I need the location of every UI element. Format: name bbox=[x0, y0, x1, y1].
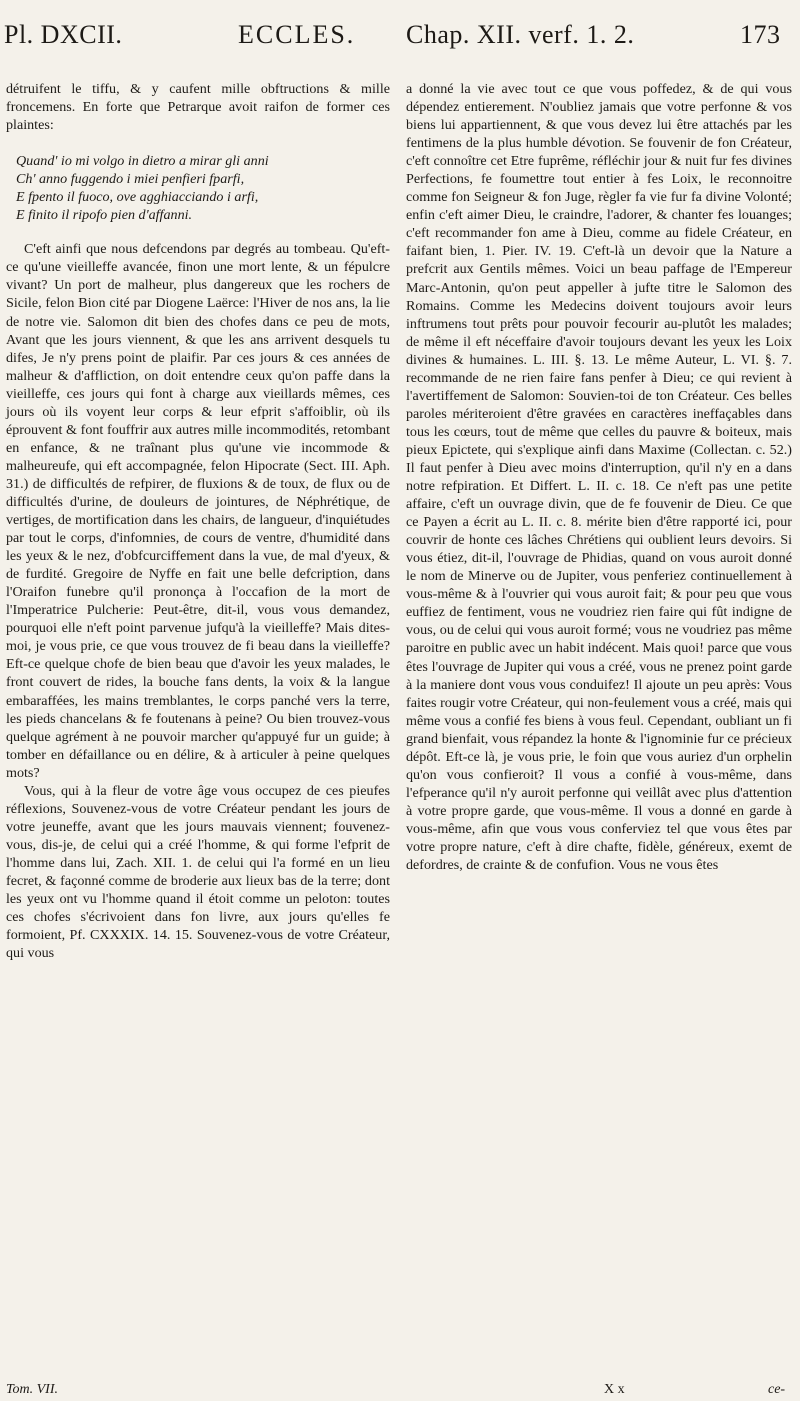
right-paragraph-1: a donné la vie avec tout ce que vous poffedez, & de qui vous dépendez entierement. N'oubliez jamais que votre perfonne & vos biens lui appartiennent, & que vous devez lui être attachés par les fentimens de la plus humble dévotion. Se fouvenir de fon Créateur, c'eft connoître cet Etre fuprême, réfléchir jour & nuit fur fes divines Perfections, fe foumettre tout entier à fes Loix, le reconnoitre comme fon Seigneur & fon Juge, règler fa vie fur fa divine Volonté; enfin c'eft aimer Dieu, le craindre, l'adorer, & chanter fes louanges; c'eft recommander fon ame à Dieu, comme au fidele Créateur, en faifant bien, 1. Pier. IV. 19. C'eft-là un devoir que la Nature a prefcrit aux Gentils mêmes. Voici un beau paffage de l'Empereur Marc-Antonin, qu'on peut appeller à jufte titre le Salomon des Romains. Comme les Medecins doivent toujours avoir leurs inftrumens tout prêts pour pouvoir fecourir au-plutôt les malades; de même il eft néceffaire d'avoir toujours devant les yeux les Loix divines & humaines. L. III. §. 13. Le même Auteur, L. VI. §. 7. recommande de ne rien faire fans penfer à Dieu; ce qui revient à l'avertiffement de Salomon: Souvien-toi de ton Créateur. Ces belles paroles mériteroient d'être gravées en caractères ineffaçables dans tous les cœurs, tout de même que celles du pauvre & boiteux, mais pieux Epictete, qui s'explique ainfi dans Maxime (Collectan. c. 52.) Il faut penfer à Dieu avec moins d'interruption, qu'il n'y en a dans notre refpiration. Et Differt. L. II. c. 18. Ce n'eft pas une petite affaire, c'eft un ouvrage divin, que de fe fouvenir de Dieu. Ce que ce Payen a écrit au L. II. c. 8. mérite bien d'être rapporté ici, pour couvrir de honte ces lâches Chrétiens qui oublient leurs devoirs. Si vous étiez, dit-il, l'ouvrage de Phidias, quand on vous auroit donné le nom de Minerve ou de Jupiter, vous penferiez continuellement à vous-même & à l'ouvrier qui vous auroit fait; & pour peu que vous euffiez de fentiment, vous ne voudriez rien faire qui fût indigne de vous, ou de celui qui vous auroit formé; vous ne voudriez pas même paroitre en public avec un habit indécent. Mais quoi! parce que vous êtes l'ouvrage de Jupiter qui vous a créé, vous ne prenez point garde à la maniere dont vous vous conduifez! Il ajoute un peu après: Vous faites rougir votre Créateur, qui non-feulement vous a créé, mais qui même vous a confié fes biens à vous feul. Cependant, oubliant un fi grand bienfait, vous répandez la honte & l'ignominie fur ce précieux dépôt. Eft-ce là, je vous prie, le foin que vous auriez d'un orphelin qu'on vous confieroit? Il vous a confié à vous-même, dans l'efperance qu'il n'y auroit perfonne qui veillât avec plus d'attention à votre propre garde, que vous-même. Il vous a donné en garde à vous-même, afin que vous vous conferviez tel que vous êtes par votre propre nature, c'eft à dire chafte, fidèle, généreux, exemt de defordres, de crainte & de confufion. Vous ne vous êtes bbox=[406, 81, 792, 874]
left-column bbox=[6, 80, 390, 962]
plate-number: Pl. DXCII. bbox=[4, 20, 123, 49]
left-paragraph-1: détruifent le tiffu, & y caufent mille obftructions & mille froncemens. En forte que Petrarque avoit raifon de former ces plaintes: bbox=[6, 81, 390, 134]
verse-line: E finito il ripofo pien d'affanni. bbox=[16, 207, 193, 224]
left-paragraph-3: Vous, qui à la fleur de votre âge vous occupez de ces pieufes réflexions, Souvenez-vous de votre Créateur pendant les jours de votre jeuneffe, avant que les jours mauvais viennent; fouvenez-vous, dis-je, de celui qui a créé l'homme, & qui forme l'efprit de l'homme dans lui, Zach. XII. 1. de celui qui l'a formé en un lieu fecret, & façonné comme de broderie aux lieux bas de la terre; dont les yeux ont vu l'homme quand il étoit comme un peloton: toutes ces chofes s'écrivoient dans fon livre, aux jours qu'elles fe formoient, Pf. CXXXIX. 14. 15. Souvenez-vous de votre Créateur, qui vous bbox=[6, 782, 390, 962]
verse-line: E fpento il fuoco, ove agghiacciando i arfi, bbox=[16, 189, 259, 206]
page-number: 173 bbox=[740, 20, 781, 49]
verse-line: Quand' io mi volgo in dietro a mirar gli anni bbox=[16, 153, 269, 170]
left-paragraph-2: C'eft ainfi que nous defcendons par degrés au tombeau. Qu'eft-ce qu'une vieilleffe avancée, finon une mort lente, & un fépulcre vivant? Un port de malheur, plus dangereux que les rochers de Sicile, felon Bion cité par Diogene Laërce: l'Hiver de nos ans, la lie de notre vie. Salomon dit bien des chofes dans ce peu de mots, Avant que les jours viennent, & que les ans arrivent desquels tu difes, Je n'y prens point de plaifir. Par ces jours & ces années de malheur & d'affliction, on doit entendre ceux qu'on paffe dans la vieilleffe, ces jours qui font à charge aux vieillards mêmes, ces jours où ils voyent leur corps & leur efprit s'affoiblir, où ils éprouvent & font fouffrir aux autres mille incommodités, retombant en enfance, & ne traînant plus qu'une vie incommode & malheureufe, qui eft accompagnée, felon Hipocrate (Sect. III. Aph. 31.) de difficultés de refpirer, de fluxions & de toux, de flux ou de difficultés d'urine, de douleurs de jointures, de Néphrétique, de vertiges, de mortification dans les chairs, de langueur, d'inquiétudes par tout le corps, d'infomnies, de cours de ventre, d'humidité dans les yeux & le nez, d'obfcurciffement dans la vue, de mal d'yeux, & de furdité. Gregoire de Nyffe en fait une belle defcription, dans l'Oraifon funebre qu'il prononça à l'occafion de la mort de l'Imperatrice Pulcherie: Peut-être, dit-il, vous vous demandez, pourquoi elle n'eft point parvenue jufqu'à la vieilleffe? Mais dites-moi, je vous prie, ce que vous trouvez de fi beau dans la vieilleffe? Eft-ce quelque chofe de bien beau que d'avoir les yeux malades, le front couvert de rides, la bouche fans dents, la voix & la langue embaraffées, les mains tremblantes, le corps panché vers la terre, les pieds chancelans & fe foutenans à peine? Ou bien trouvez-vous quelque agrément à ne pouvoir marcher qu'appuyé fur un guide; à tomber en défaillance ou en délire, & à articuler à peine quelques mots? bbox=[6, 241, 390, 781]
catchword: ce- bbox=[768, 1382, 786, 1397]
petrarch-verse bbox=[16, 152, 390, 224]
verse-line: Ch' anno fuggendo i miei penfieri fparfi, bbox=[16, 171, 245, 188]
chapter-verse: Chap. XII. verf. 1. 2. bbox=[406, 20, 635, 49]
right-column bbox=[406, 80, 792, 874]
running-head bbox=[0, 20, 800, 60]
signature-mark: X x bbox=[604, 1382, 625, 1397]
volume-footer: Tom. VII. bbox=[6, 1382, 58, 1397]
book-title: ECCLES. bbox=[238, 20, 356, 49]
